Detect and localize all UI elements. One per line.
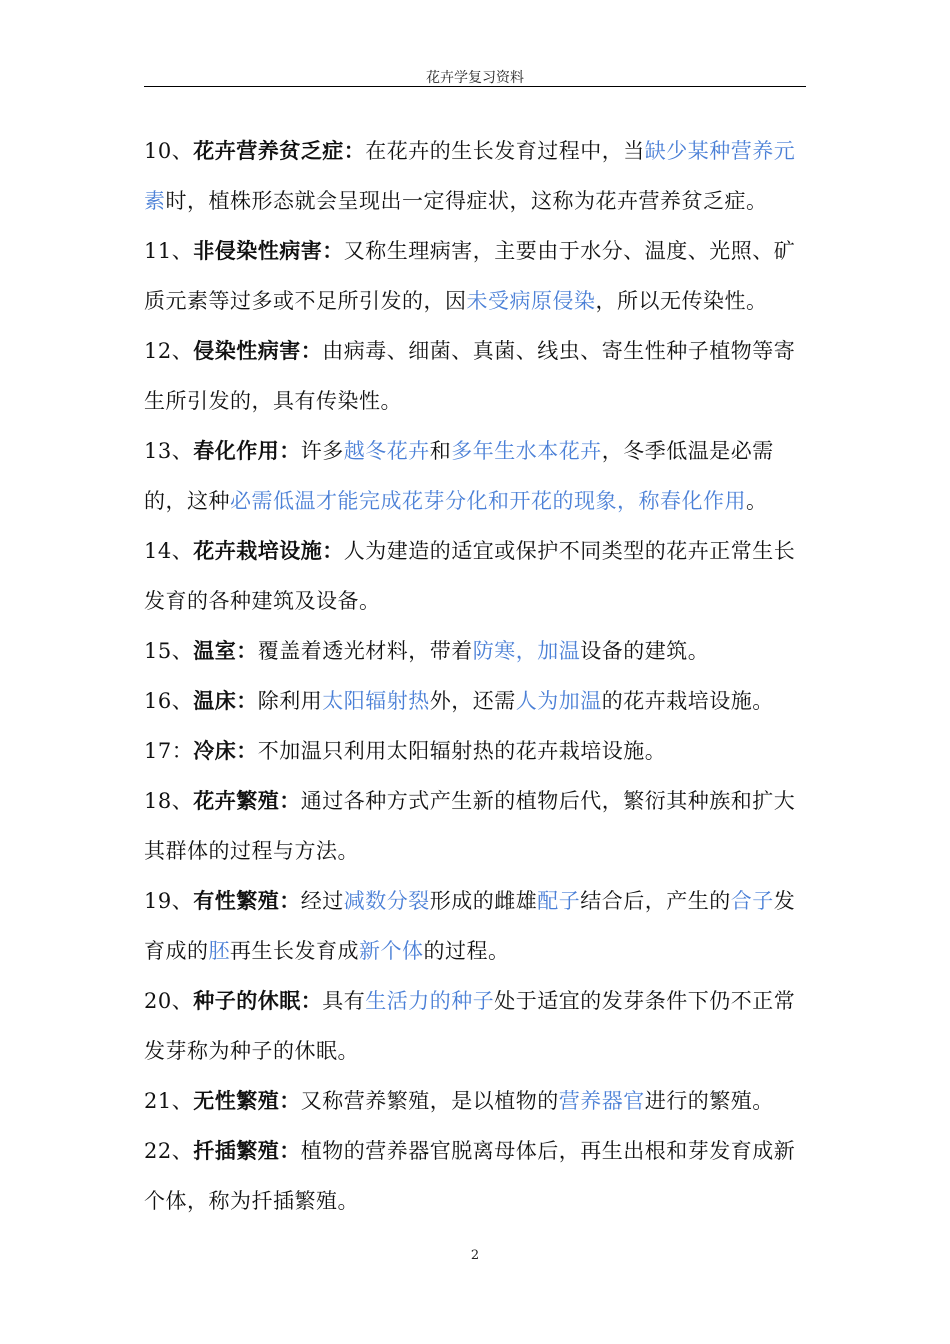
definition-text: 又称生理病害，主要由于水分、温度、光照、矿质元素等过多或不足所引发的，因 [144, 239, 796, 313]
entry-number: 17： [144, 739, 194, 763]
entry-number: 16、 [144, 689, 194, 713]
highlighted-phrase: 营养器官 [558, 1089, 645, 1113]
entry-term: 冷床 [193, 738, 237, 763]
definition-text: 和 [429, 439, 452, 463]
definition-text: 具有 [322, 989, 366, 1013]
glossary-entry [144, 676, 810, 726]
entry-separator: ： [300, 988, 323, 1013]
entry-number: 10、 [144, 139, 194, 163]
highlighted-phrase: 生活力的种子 [365, 989, 495, 1013]
entry-term: 花卉营养贫乏症 [193, 138, 344, 163]
entry-term: 侵染性病害 [193, 338, 301, 363]
definition-text: 发育成的 [144, 889, 796, 963]
highlighted-phrase: 太阳辐射热 [322, 689, 430, 713]
page-number: 2 [470, 1248, 480, 1263]
definition-text: 再生长发育成 [230, 939, 359, 963]
entry-separator: ： [236, 738, 258, 763]
entry-separator: ： [279, 438, 301, 463]
highlighted-phrase: 胚 [208, 939, 230, 963]
definition-text: 由病毒、细菌、真菌、线虫、寄生性种子植物等寄生所引发的，具有传染性。 [144, 339, 796, 413]
entry-separator: ： [322, 238, 344, 263]
entry-term: 扦插繁殖 [193, 1138, 280, 1163]
definition-text: 结合后，产生的 [580, 889, 731, 913]
highlighted-phrase: 未受病原侵染 [466, 289, 596, 313]
definition-text: ，冬季低温是必需的，这种 [144, 439, 774, 513]
entry-term: 种子的休眠 [193, 988, 301, 1013]
definition-text: 不加温只利用太阳辐射热的花卉栽培设施。 [257, 739, 667, 763]
entry-separator: ： [279, 788, 301, 813]
highlighted-phrase: 新个体 [359, 939, 424, 963]
highlighted-phrase: 缺少某种营养元素 [144, 139, 796, 213]
page-header-title: 花卉学复习资料 [426, 70, 524, 86]
entry-number: 11、 [144, 239, 194, 263]
highlighted-phrase: 减数分裂 [343, 889, 430, 913]
definition-text: 设备的建筑。 [580, 639, 710, 663]
definition-text: 经过 [300, 889, 344, 913]
definition-text: 在花卉的生长发育过程中，当 [365, 139, 645, 163]
entry-term: 春化作用 [193, 438, 280, 463]
entry-separator: ： [300, 338, 323, 363]
entry-number: 22、 [144, 1139, 194, 1163]
definition-text: 外，还需 [429, 689, 516, 713]
entry-number: 18、 [144, 789, 194, 813]
entry-term: 温室 [193, 638, 237, 663]
definition-text: 处于适宜的发芽条件下仍不正常发芽称为种子的休眠。 [144, 989, 796, 1063]
entry-number: 20、 [144, 989, 194, 1013]
highlighted-phrase: 防寒，加温 [472, 639, 581, 663]
glossary-entry [144, 1076, 810, 1126]
definition-text: 除利用 [257, 689, 323, 713]
definition-text: 的过程。 [423, 939, 510, 963]
definition-text: 时，植株形态就会呈现出一定得症状，这称为花卉营养贫乏症。 [165, 189, 768, 213]
entry-number: 19、 [144, 889, 194, 913]
definition-text: 覆盖着透光材料，带着 [257, 639, 473, 663]
glossary-entry [144, 726, 810, 776]
entry-term: 无性繁殖 [193, 1088, 280, 1113]
glossary-entry [144, 876, 810, 976]
highlighted-phrase: 配子 [537, 889, 581, 913]
glossary-entry [144, 326, 810, 426]
definition-text: 的花卉栽培设施。 [601, 689, 774, 713]
definition-text: 人为建造的适宜或保护不同类型的花卉正常生长发育的各种建筑及设备。 [144, 539, 796, 613]
definition-text: 通过各种方式产生新的植物后代，繁衍其种族和扩大其群体的过程与方法。 [144, 789, 796, 863]
entry-separator: ： [279, 1088, 301, 1113]
glossary-entry [144, 1126, 810, 1226]
glossary-entry [144, 626, 810, 676]
entry-separator: ： [279, 888, 301, 913]
definition-text: 进行的繁殖。 [644, 1089, 774, 1113]
entry-number: 12、 [144, 339, 194, 363]
entry-separator: ： [279, 1138, 301, 1163]
entry-term: 非侵染性病害 [193, 238, 323, 263]
highlighted-phrase: 多年生水本花卉 [451, 439, 602, 463]
glossary-entry [144, 426, 810, 526]
entry-term: 花卉繁殖 [193, 788, 280, 813]
entry-term: 温床 [193, 688, 237, 713]
entry-number: 15、 [144, 639, 194, 663]
entry-number: 13、 [144, 439, 194, 463]
header-divider [144, 86, 806, 87]
entry-separator: ： [236, 638, 258, 663]
entry-separator: ： [236, 688, 258, 713]
highlighted-phrase: 人为加温 [515, 689, 602, 713]
entry-separator: ： [343, 138, 366, 163]
glossary-entry [144, 976, 810, 1076]
entry-term: 有性繁殖 [193, 888, 280, 913]
entry-number: 14、 [144, 539, 194, 563]
definition-text: 形成的雌雄 [429, 889, 538, 913]
definition-text: 植物的营养器官脱离母体后，再生出根和芽发育成新个体，称为扦插繁殖。 [144, 1139, 796, 1213]
entry-number: 21、 [144, 1089, 194, 1113]
highlighted-phrase: 越冬花卉 [343, 439, 430, 463]
entry-term: 花卉栽培设施 [193, 538, 323, 563]
glossary-entry [144, 776, 810, 876]
entry-separator: ： [322, 538, 344, 563]
definition-text: ，所以无传染性。 [595, 289, 768, 313]
definition-text: 许多 [300, 439, 344, 463]
highlighted-phrase: 必需低温才能完成花芽分化和开花的现象，称春化作用 [230, 489, 746, 513]
highlighted-phrase: 合子 [730, 889, 774, 913]
glossary-entry [144, 226, 810, 326]
glossary-body [144, 126, 810, 1226]
definition-text: 。 [746, 489, 768, 513]
glossary-entry [144, 526, 810, 626]
glossary-entry [144, 126, 810, 226]
definition-text: 又称营养繁殖，是以植物的 [300, 1089, 559, 1113]
